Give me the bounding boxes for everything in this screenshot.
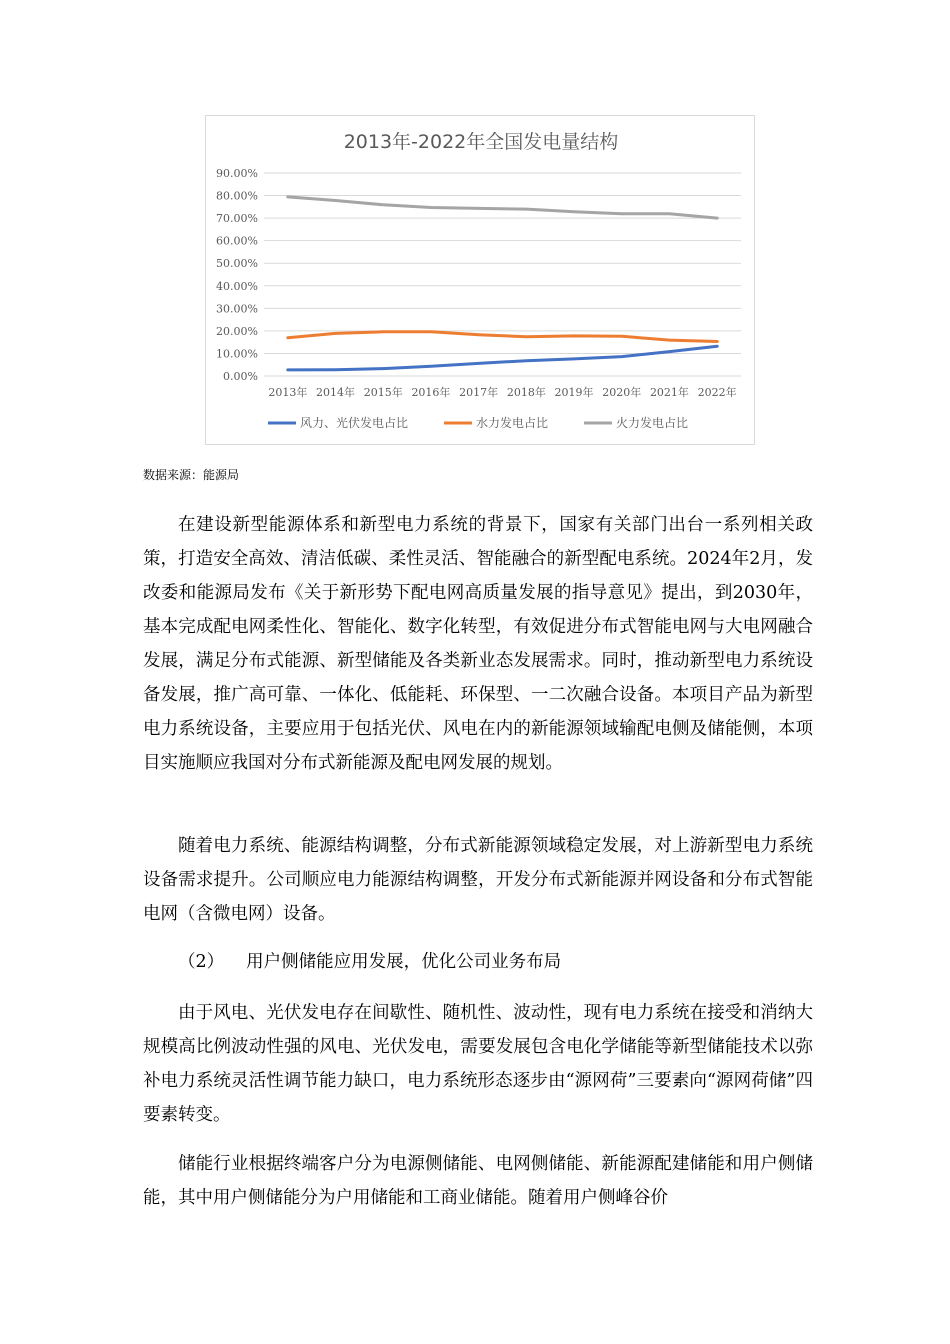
x-tick-label: 2015年	[363, 386, 403, 399]
x-tick-label: 2021年	[649, 386, 689, 399]
legend-label-3: 火力发电占比	[616, 416, 689, 430]
chart-title: 2013年-2022年全国发电量结构	[343, 131, 619, 153]
x-tick-label: 2013年	[268, 386, 308, 399]
y-tick-label: 40.00%	[216, 279, 258, 293]
heading-text: 用户侧储能应用发展，优化公司业务布局	[246, 952, 562, 972]
series-line-1	[288, 346, 717, 370]
series-line-3	[288, 197, 717, 218]
y-tick-label: 0.00%	[223, 370, 258, 383]
y-tick-label: 70.00%	[216, 212, 258, 226]
source-note: 数据来源：能源局	[143, 468, 240, 482]
x-tick-label: 2019年	[554, 386, 594, 399]
paragraph-demand: 随着电力系统、能源结构调整，分布式新能源领域稳定发展，对上游新型电力系统设备需求提升。公司顺应电力能源结构调整，开发分布式新能源并网设备和分布式智能电网（含微电网）设备。	[143, 836, 813, 924]
y-tick-label: 50.00%	[216, 257, 258, 271]
y-tick-label: 20.00%	[216, 324, 258, 338]
line-chart	[206, 116, 756, 446]
y-tick-label: 60.00%	[216, 234, 258, 248]
y-tick-label: 90.00%	[216, 167, 258, 180]
paragraph-storage-need: 由于风电、光伏发电存在间歇性、随机性、波动性，现有电力系统在接受和消纳大规模高比例波动性强的风电、光伏发电，需要发展包含电化学储能等新型储能技术以弥补电力系统灵活性调节能力缺口，电力系统形态逐步由“源网荷”三要素向“源网荷储”四要素转变。	[143, 1003, 813, 1125]
heading-number: （2）	[178, 952, 225, 972]
paragraph-storage-types: 储能行业根据终端客户分为电源侧储能、电网侧储能、新能源配建储能和用户侧储能，其中用户侧储能分为户用储能和工商业储能。随着用户侧峰谷价	[143, 1154, 813, 1208]
x-tick-label: 2020年	[602, 386, 642, 399]
paragraph-policy: 在建设新型能源体系和新型电力系统的背景下，国家有关部门出台一系列相关政策，打造安全高效、清洁低碳、柔性灵活、智能融合的新型配电系统。2024年2月，发改委和能源局发布《关于新形势下配电网高质量发展的指导意见》提出，到2030年，基本完成配电网柔性化、智能化、数字化转型，有效促进分布式智能电网与大电网融合发展，满足分布式能源、新型储能及各类新业态发展需求。同时，推动新型电力系统设备发展，推广高可靠、一体化、低能耗、环保型、一二次融合设备。本项目产品为新型电力系统设备，主要应用于包括光伏、风电在内的新能源领域输配电侧及储能侧，本项目实施顺应我国对分布式新能源及配电网发展的规划。	[143, 515, 813, 773]
series-line-2	[288, 332, 717, 342]
y-tick-label: 10.00%	[216, 347, 258, 361]
x-tick-label: 2014年	[316, 386, 356, 399]
x-tick-label: 2017年	[459, 386, 499, 399]
x-tick-label: 2016年	[411, 386, 451, 399]
y-tick-label: 80.00%	[216, 189, 258, 203]
x-tick-label: 2022年	[697, 386, 737, 399]
y-tick-label: 30.00%	[216, 302, 258, 316]
section-heading	[178, 945, 583, 979]
legend-label-1: 风力、光伏发电占比	[300, 416, 409, 430]
chart-container	[205, 115, 755, 445]
x-tick-label: 2018年	[506, 386, 546, 399]
legend-label-2: 水力发电占比	[476, 416, 549, 430]
